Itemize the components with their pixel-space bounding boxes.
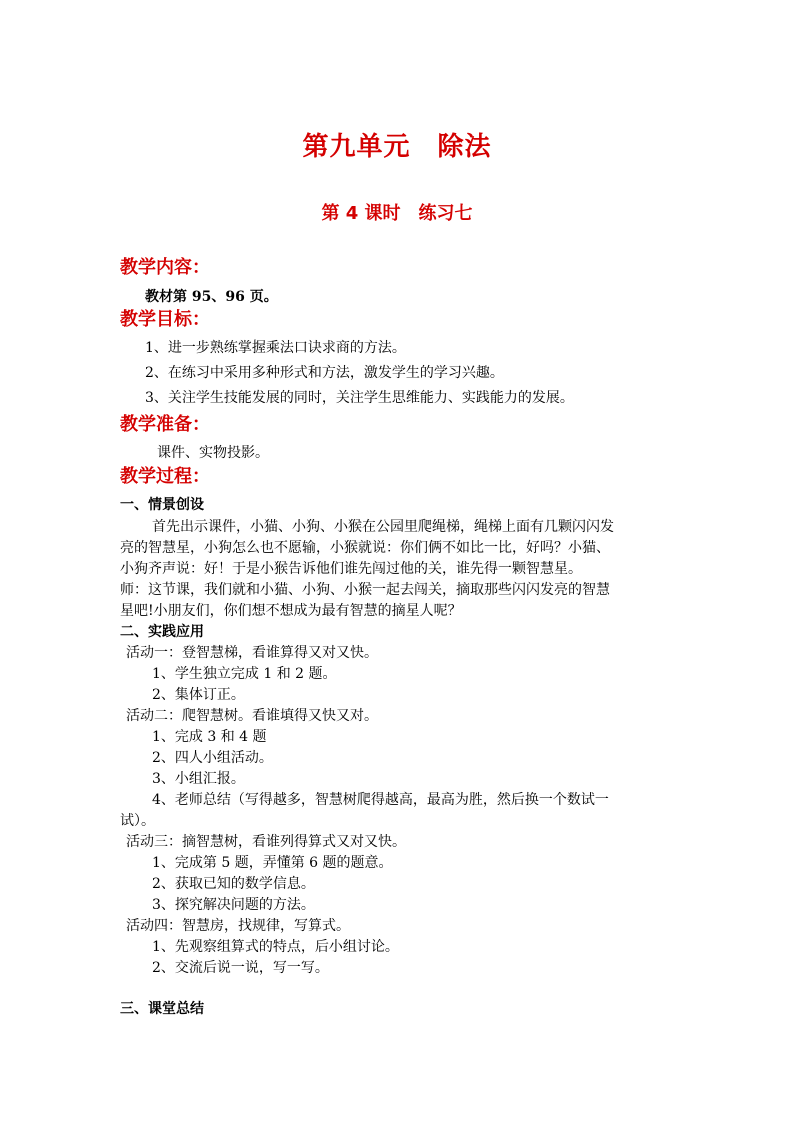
list-item: 4、老师总结（写得越多，智慧树爬得越高，最高为胜，然后换一个数试一 [152,792,609,808]
prep-text: 课件、实物投影。 [157,445,269,461]
unit-title: 第九单元 除法 [302,132,492,162]
list-item: 2、四人小组活动。 [152,750,273,766]
part1-heading: 一、情景创设 [120,497,204,513]
paragraph-line: 星吧!小朋友们，你们想不想成为最有智慧的摘星人呢？ [120,603,462,619]
list-item: 1、先观察组算式的特点，后小组讨论。 [152,939,399,955]
activity-title: 活动一：登智慧梯，看谁算得又对又快。 [126,645,378,661]
goals-heading: 教学目标： [120,309,210,330]
lesson-subtitle: 第 4 课时 练习七 [321,203,473,224]
list-item: 2、集体订正。 [152,687,245,703]
paragraph-line: 师：这节课，我们就和小猫、小狗、小猴一起去闯关，摘取那些闪闪发亮的智慧 [120,582,610,598]
goal-item: 2、在练习中采用多种形式和方法，激发学生的学习兴趣。 [145,365,504,381]
paragraph-line: 首先出示课件，小猫、小狗、小猴在公园里爬绳梯，绳梯上面有几颗闪闪发 [152,519,614,535]
activity-title: 活动四：智慧房，找规律，写算式。 [126,918,350,934]
list-item: 2、获取已知的数学信息。 [152,876,315,892]
content-text: 教材第 95、96 页。 [145,289,278,305]
list-item-continuation: 试）。 [120,813,155,829]
goal-item: 3、关注学生技能发展的同时，关注学生思维能力、实践能力的发展。 [145,390,574,406]
list-item: 1、学生独立完成 1 和 2 题。 [152,666,337,682]
paragraph-line: 亮的智慧星，小狗怎么也不愿输，小猴就说：你们俩不如比一比，好吗？小猫、 [120,540,610,556]
list-item: 3、探究解决问题的方法。 [152,897,315,913]
list-item: 1、完成 3 和 4 题 [152,729,267,745]
paragraph-line: 小狗齐声说：好！于是小猴告诉他们谁先闯过他的关，谁先得一颗智慧星。 [120,561,582,577]
list-item: 1、完成第 5 题，弄懂第 6 题的题意。 [152,855,393,871]
part2-heading: 二、实践应用 [120,624,204,640]
process-heading: 教学过程： [120,466,210,487]
list-item: 3、小组汇报。 [152,771,245,787]
part3-heading: 三、课堂总结 [120,1001,204,1017]
activity-title: 活动三：摘智慧树，看谁列得算式又对又快。 [126,834,406,850]
prep-heading: 教学准备： [120,414,210,435]
list-item: 2、交流后说一说，写一写。 [152,960,329,976]
goal-item: 1、进一步熟练掌握乘法口诀求商的方法。 [145,340,406,356]
activity-title: 活动二：爬智慧树。看谁填得又快又对。 [126,708,378,724]
content-heading: 教学内容： [120,257,210,278]
